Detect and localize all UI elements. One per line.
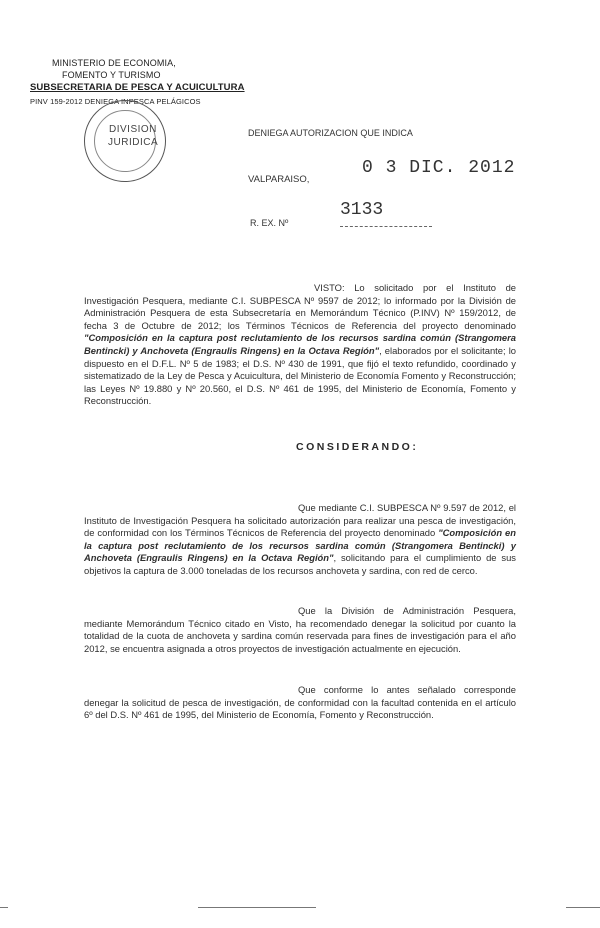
- footer-mark-right: [566, 907, 600, 908]
- considerando-1: [84, 502, 516, 578]
- date-stamp: 0 3 DIC. 2012: [362, 158, 516, 178]
- footer-mark-center: [198, 907, 316, 908]
- visto-text-1: VISTO: Lo solicitado por el Instituto de Investigación Pesquera, mediante C.I. SUBPESCA Nº 9597 de 2012; lo informado por la División de Administración Pesquera de esta Subsecretaría en Memorándum Técnico (P.INV) Nº 159/2012, de fecha 3 de Octubre de 2012; los Términos Técnicos de Referencia del proyecto denominado: [84, 282, 516, 331]
- visto-project-title: "Composición en la captura post reclutamiento de los recursos sardina común (Strangomera Bentincki) y Anchoveta (Engraulis Ringens) en la Octava Región": [84, 332, 516, 356]
- division-juridica-stamp: [84, 100, 166, 182]
- footer-mark-left: [0, 907, 8, 908]
- reference-line: PINV 159-2012 DENIEGA INPESCA PELÁGICOS: [30, 97, 201, 106]
- considerando-1-text-a: Que mediante C.I. SUBPESCA Nº 9.597 de 2012, el Instituto de Investigación Pesquera ha solicitado autorización para realizar una pesca de investigación, de conformidad con los Términos Técnicos de Referencia del proyecto denominado: [84, 502, 516, 539]
- place-label: VALPARAISO,: [248, 174, 310, 185]
- resolution-underline: [340, 226, 432, 227]
- considerando-1-text-b: , solicitando para el cumplimiento de sus objetivos la captura de 3.000 toneladas de los recursos anchoveta y sardina, con red de cerco.: [84, 552, 516, 576]
- considerando-3: [84, 684, 516, 722]
- considerando-2-text: Que la División de Administración Pesquera, mediante Memorándum Técnico citado en Visto, ha recomendado denegar la solicitud por cuanto la totalidad de la cuota de anchoveta y sardina común reservada para fines de investigación para el año 2012, se encuentra asignada a otros proyectos de investigación actualmente en ejecución.: [84, 605, 516, 654]
- subsecretaria-line: SUBSECRETARIA DE PESCA Y ACUICULTURA: [30, 82, 245, 93]
- visto-paragraph: [84, 282, 516, 408]
- ministry-line-1: MINISTERIO DE ECONOMIA,: [52, 58, 176, 68]
- stamp-line-1: DIVISION: [109, 124, 157, 135]
- considerando-heading: CONSIDERANDO:: [296, 441, 419, 453]
- considerando-2: [84, 605, 516, 655]
- resolution-number: 3133: [340, 200, 384, 220]
- ministry-line-2: FOMENTO Y TURISMO: [62, 70, 161, 80]
- resolution-label: R. EX. Nº: [250, 218, 289, 228]
- visto-indent: [84, 282, 314, 293]
- considerando-3-text: Que conforme lo antes señalado corresponde denegar la solicitud de pesca de investigación, de conformidad con la facultad contenida en el artículo 6º del D.S. Nº 461 de 1995, del Ministerio de Economía, Fomento y Reconstrucción.: [84, 684, 516, 721]
- considerando-1-project-title: "Composición en la captura post reclutamiento de los recursos sardina común (Strangomera Bentincki) y Anchoveta (Engraulis Ringens) en la Octava Región": [84, 527, 516, 564]
- subject-line: DENIEGA AUTORIZACION QUE INDICA: [248, 128, 413, 138]
- visto-text-2: , elaborados por el solicitante; lo dispuesto en el D.F.L. Nº 5 de 1983; el D.S. Nº 430 de 1991, que fijó el texto refundido, coordinado y sistematizado de la Ley de Pesca y Acuicultura, del Ministerio de Economía Fomento y Reconstrucción; las Leyes Nº 19.880 y Nº 20.560, el D.S. Nº 461 de 1995, del Ministerio de Economía, Fomento y Reconstrucción.: [84, 344, 516, 407]
- stamp-line-2: JURIDICA: [108, 137, 159, 148]
